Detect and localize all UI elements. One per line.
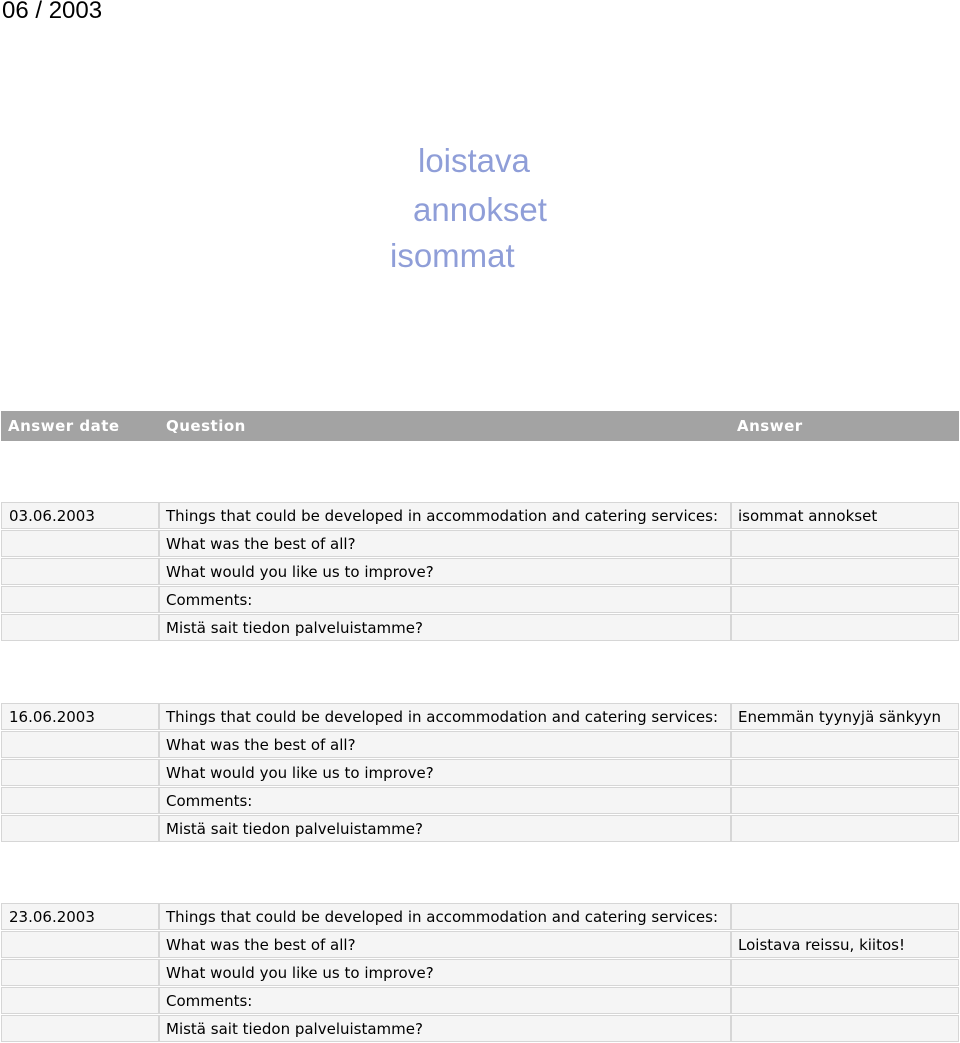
table-row [1,614,959,642]
answer-cell [731,759,959,786]
word-cloud-word: isommat [390,237,515,274]
answer-cell [731,787,959,814]
answer-date-cell [1,530,159,557]
table-row [1,759,959,787]
answer-date-cell: 16.06.2003 [1,703,159,730]
answer-cell: Loistava reissu, kiitos! [731,931,959,958]
answer-date-cell: 03.06.2003 [1,502,159,529]
answer-cell: isommat annokset [731,502,959,529]
answer-cell [731,731,959,758]
table-row [1,815,959,843]
question-cell: Things that could be developed in accommodation and catering services: [159,903,731,930]
answer-date-cell: 23.06.2003 [1,903,159,930]
question-cell: What would you like us to improve? [159,759,731,786]
question-cell: What was the best of all? [159,931,731,958]
table-row [1,959,959,987]
word-cloud-word: annokset [413,191,547,228]
table-header [1,411,959,441]
answer-cell [731,1015,959,1042]
answer-cell: Enemmän tyynyjä sänkyyn [731,703,959,730]
answer-date-cell [1,787,159,814]
table-row [1,530,959,558]
table-row [1,502,959,530]
answer-date-cell [1,731,159,758]
question-cell: What was the best of all? [159,530,731,557]
word-cloud-word: loistava [418,142,530,179]
table-row [1,987,959,1015]
table-row [1,703,959,731]
question-cell: Mistä sait tiedon palveluistamme? [159,1015,731,1042]
table-row [1,931,959,959]
answer-date-cell [1,931,159,958]
table-row [1,586,959,614]
answer-cell [731,959,959,986]
answer-date-cell [1,614,159,641]
question-cell: Things that could be developed in accommodation and catering services: [159,703,731,730]
question-cell: Things that could be developed in accommodation and catering services: [159,502,731,529]
question-cell: What would you like us to improve? [159,558,731,585]
answer-date-cell [1,987,159,1014]
table-row [1,903,959,931]
header-answer: Answer [737,417,803,435]
answer-date-cell [1,1015,159,1042]
header-question: Question [166,417,246,435]
question-cell: What was the best of all? [159,731,731,758]
header-answer-date: Answer date [8,417,120,435]
table-row [1,558,959,586]
table-row [1,731,959,759]
question-cell: Comments: [159,987,731,1014]
table-row [1,787,959,815]
answer-cell [731,558,959,585]
feedback-entry [1,703,959,843]
question-cell: Comments: [159,586,731,613]
question-cell: What would you like us to improve? [159,959,731,986]
question-cell: Comments: [159,787,731,814]
answer-date-cell [1,959,159,986]
answer-cell [731,614,959,641]
report-period: 06 / 2003 [2,0,103,24]
answer-date-cell [1,759,159,786]
answer-cell [731,987,959,1014]
answer-date-cell [1,815,159,842]
feedback-entry [1,903,959,1043]
table-row [1,1015,959,1043]
answer-cell [731,903,959,930]
question-cell: Mistä sait tiedon palveluistamme? [159,614,731,641]
answer-date-cell [1,586,159,613]
answer-date-cell [1,558,159,585]
answer-cell [731,586,959,613]
answer-cell [731,530,959,557]
feedback-entry [1,502,959,642]
answer-cell [731,815,959,842]
question-cell: Mistä sait tiedon palveluistamme? [159,815,731,842]
